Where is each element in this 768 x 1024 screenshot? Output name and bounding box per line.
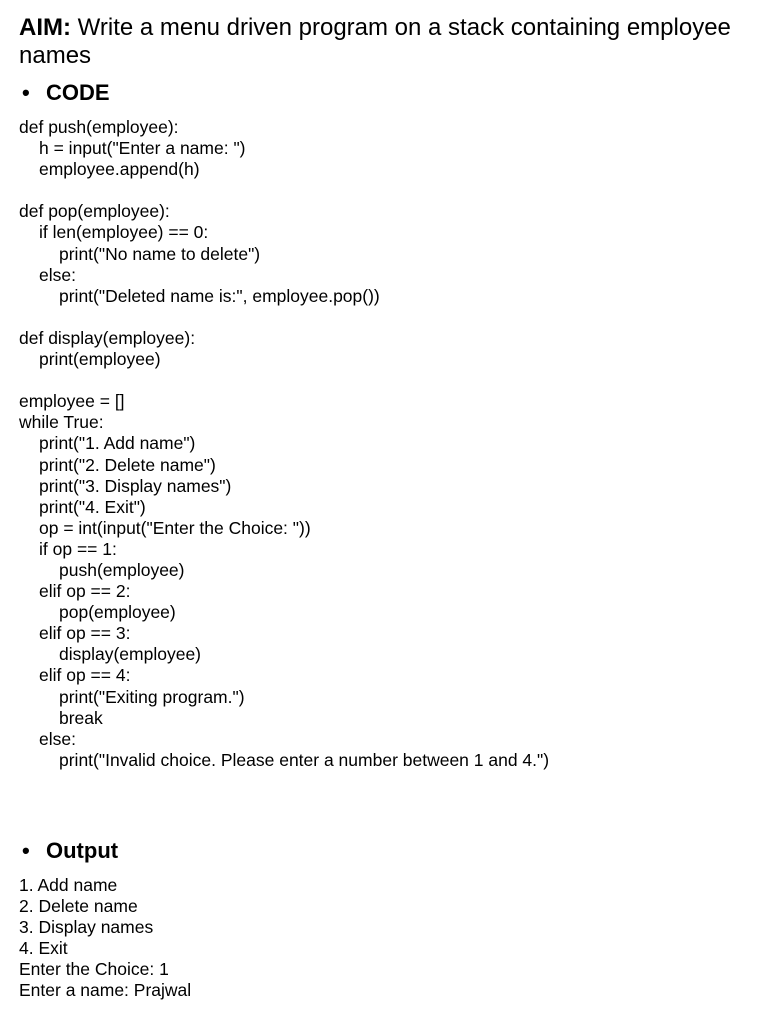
code-line: def display(employee): [19, 327, 196, 348]
code-line: h = input("Enter a name: ") [39, 138, 246, 159]
code-line: employee = [] [19, 391, 125, 412]
code-line: print("Deleted name is:", employee.pop()) [59, 285, 380, 306]
code-line: elif op == 2: [39, 581, 131, 602]
code-heading-label: CODE [46, 80, 110, 105]
code-line [19, 180, 549, 201]
code-line: op = int(input("Enter the Choice: ")) [39, 517, 311, 538]
code-line: if len(employee) == 0: [39, 222, 209, 243]
code-line: print(employee) [39, 349, 161, 370]
bullet-icon: • [22, 80, 30, 105]
output-line: Enter the Choice: 1 [19, 959, 169, 980]
code-line: break [59, 707, 103, 728]
output-line: Enter a name: Prajwal [19, 980, 192, 1001]
bullet-icon: • [22, 838, 30, 863]
output-line: 4. Exit [19, 938, 68, 959]
output-line: 2. Delete name [19, 896, 138, 917]
code-line: if op == 1: [39, 538, 117, 559]
code-line: print("4. Exit") [39, 496, 146, 517]
code-line [19, 370, 549, 391]
output-heading [22, 838, 118, 864]
code-line: print("No name to delete") [59, 243, 261, 264]
code-line: print("2. Delete name") [39, 454, 216, 475]
code-line: push(employee) [59, 559, 185, 580]
code-line: print("3. Display names") [39, 475, 232, 496]
code-line: def pop(employee): [19, 201, 170, 222]
document-page [19, 14, 748, 70]
code-line: else: [39, 264, 76, 285]
code-line: pop(employee) [59, 602, 176, 623]
code-listing [19, 117, 549, 771]
code-line: print("Invalid choice. Please enter a number between 1 and 4.") [59, 749, 550, 770]
code-line: print("Exiting program.") [59, 686, 245, 707]
output-listing [19, 875, 191, 1002]
aim-label: AIM: [19, 14, 71, 41]
code-line: else: [39, 728, 76, 749]
code-line: print("1. Add name") [39, 433, 196, 454]
code-line: employee.append(h) [39, 159, 200, 180]
code-line: def push(employee): [19, 117, 179, 137]
aim-text: Write a menu driven program on a stack containing employee names [19, 14, 731, 69]
code-line [19, 307, 549, 328]
output-line: 3. Display names [19, 917, 154, 938]
code-line: display(employee) [59, 644, 202, 665]
output-heading-label: Output [46, 838, 119, 863]
code-line: elif op == 3: [39, 623, 131, 644]
code-heading [22, 80, 110, 106]
aim-statement [19, 14, 748, 70]
code-line: while True: [19, 412, 104, 433]
code-line: elif op == 4: [39, 665, 131, 686]
output-line: 1. Add name [19, 875, 118, 895]
